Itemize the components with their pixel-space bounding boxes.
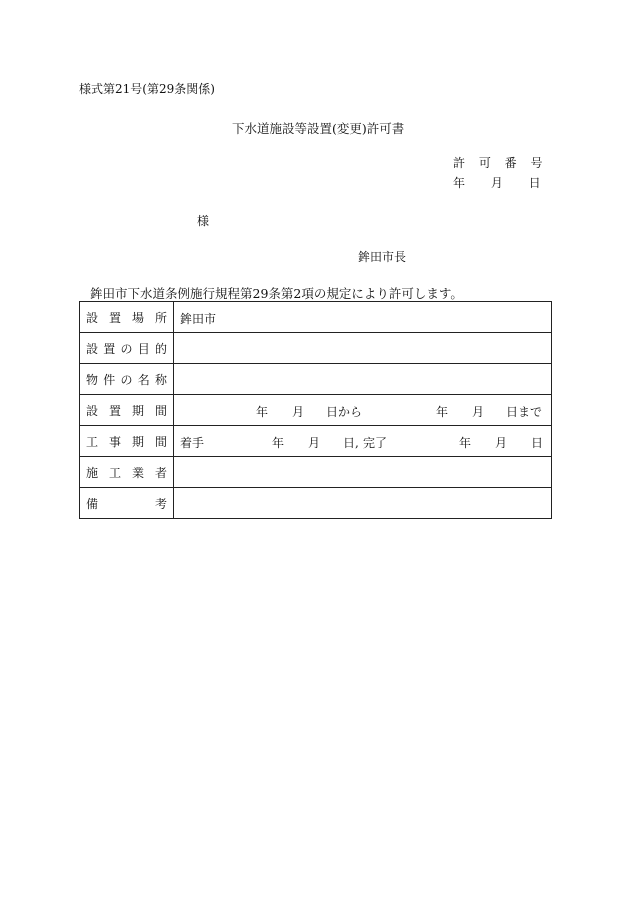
location-value: 鉾田市 <box>180 312 217 326</box>
label-cell <box>80 395 174 426</box>
label-char: 業 <box>131 465 144 480</box>
value-cell <box>174 302 552 333</box>
label-char: 施 <box>86 465 99 480</box>
label-char: 工 <box>108 465 121 480</box>
value-cell <box>174 488 552 519</box>
table-row <box>80 457 552 488</box>
label-char: 置 <box>103 341 116 356</box>
label-char: 期 <box>131 434 144 449</box>
date-unit: 年 <box>459 436 472 450</box>
value-cell <box>174 457 552 488</box>
date-unit: 年 <box>436 405 449 419</box>
label-char: 考 <box>154 496 167 511</box>
table-row <box>80 364 552 395</box>
issuer-name: 鉾田市長 <box>358 250 407 264</box>
label-char: 設 <box>86 310 99 325</box>
label-char: 間 <box>154 403 167 418</box>
permit-number-label: 許 可 番 号 <box>453 156 543 170</box>
label-char: 間 <box>154 434 167 449</box>
date-unit: 年 <box>256 405 269 419</box>
label-char: 目 <box>137 341 150 356</box>
date-unit: 月 <box>308 436 321 450</box>
label-char: の <box>120 372 133 387</box>
label-char: 設 <box>86 341 99 356</box>
date-unit: 月 <box>495 436 508 450</box>
date-unit: 日 <box>531 436 544 450</box>
label-cell <box>80 302 174 333</box>
label-char: 名 <box>137 372 150 387</box>
label-char: 物 <box>86 372 99 387</box>
table-row <box>80 488 552 519</box>
label-char: 者 <box>154 465 167 480</box>
permit-details-table <box>79 301 552 519</box>
label-char: 置 <box>108 403 121 418</box>
label-char: 工 <box>86 434 99 449</box>
label-char: 設 <box>86 403 99 418</box>
label-char: 置 <box>108 310 121 325</box>
label-char: 称 <box>154 372 167 387</box>
table-row <box>80 302 552 333</box>
label-char: 的 <box>154 341 167 356</box>
value-cell <box>174 395 552 426</box>
label-cell <box>80 426 174 457</box>
date-unit: 月 <box>292 405 305 419</box>
table-row <box>80 426 552 457</box>
value-cell <box>174 333 552 364</box>
date-unit: 月 <box>472 405 485 419</box>
label-cell <box>80 488 174 519</box>
label-char: 件 <box>103 372 116 387</box>
label-char: 場 <box>131 310 144 325</box>
table-row <box>80 333 552 364</box>
end-label: 完了 <box>363 436 388 450</box>
label-char: 所 <box>154 310 167 325</box>
date-unit: 日まで <box>506 405 543 419</box>
label-cell <box>80 457 174 488</box>
date-unit: 日から <box>326 405 363 419</box>
permit-statement: 鉾田市下水道条例施行規程第29条第2項の規定により許可します。 <box>90 286 463 301</box>
value-cell <box>174 364 552 395</box>
form-number: 様式第21号(第29条関係) <box>79 82 215 96</box>
start-label: 着手 <box>180 436 205 450</box>
addressee-suffix: 様 <box>197 214 210 228</box>
value-cell <box>174 426 552 457</box>
label-cell <box>80 333 174 364</box>
label-char: 事 <box>108 434 121 449</box>
label-char: の <box>120 341 133 356</box>
table-row <box>80 395 552 426</box>
label-char: 備 <box>86 496 99 511</box>
date-unit: 年 <box>272 436 285 450</box>
permit-date-label: 年 月 日 <box>453 176 541 190</box>
date-unit: 日, <box>343 436 359 450</box>
label-char: 期 <box>131 403 144 418</box>
document-title: 下水道施設等設置(変更)許可書 <box>232 121 405 136</box>
label-cell <box>80 364 174 395</box>
